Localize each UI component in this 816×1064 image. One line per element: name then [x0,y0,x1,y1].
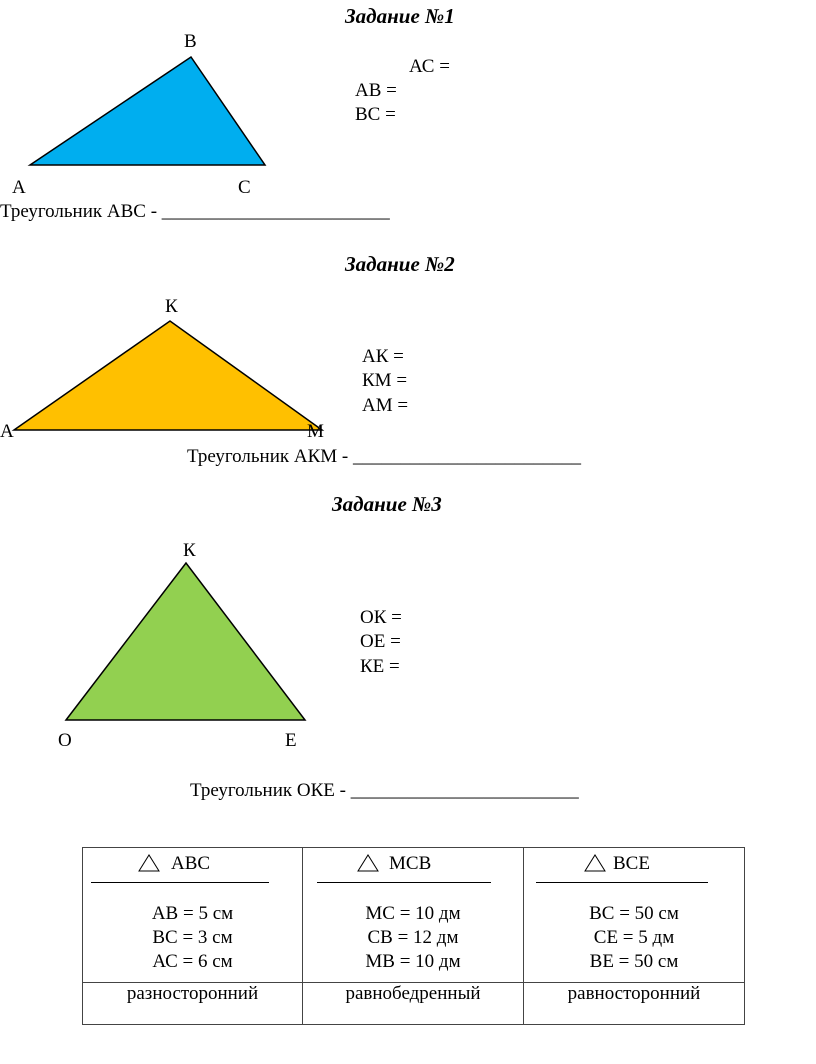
side-am-label: АМ = [362,395,409,416]
task3-title: Задание №3 [332,492,442,516]
side-value: ВС = 3 см [152,927,233,948]
vertex-label-k3: К [183,540,196,561]
triangle-type: равнобедренный [303,983,524,1025]
side-value: СВ = 12 дм [367,927,459,948]
answers-table [82,847,745,1025]
task2-title: Задание №2 [345,252,455,276]
side-ab-label: АВ = [355,80,397,101]
vertex-label-a2: А [0,421,14,442]
triangle-oke-shape [66,563,305,720]
triangle-type: равносторонний [524,983,745,1025]
underline [91,882,269,883]
triangle-type: разносторонний [83,983,303,1025]
triangle-name: АВС [171,853,211,874]
side-value: АВ = 5 см [151,903,234,924]
task3-answer-line: Треугольник ОКЕ - ________________________ [190,780,579,801]
side-oe-label: ОЕ = [360,631,401,652]
triangle-akm-shape [14,321,322,430]
side-ok-label: ОК = [360,607,402,628]
side-km-label: КМ = [362,370,408,391]
triangle-name: МСВ [389,853,432,874]
vertex-label-o: О [58,730,72,751]
side-ke-label: КЕ = [360,656,400,677]
table-row [83,983,745,1025]
side-value: МВ = 10 дм [365,951,461,972]
table-cell-abc [83,848,303,983]
triangle-icon [584,854,606,872]
side-value: ВС = 50 см [589,903,679,924]
side-ak-label: АК = [362,346,404,367]
vertex-label-a: А [12,177,26,198]
side-value: АС = 6 см [152,951,233,972]
vertex-label-k: К [165,296,178,317]
task1-answer-line: Треугольник АВС - ________________________ [0,201,390,222]
side-value: МС = 10 дм [365,903,461,924]
table-row [83,848,745,983]
side-value: ВЕ = 50 см [589,951,679,972]
triangle-icon [357,854,379,872]
underline [317,882,491,883]
triangle-abc-shape [30,57,265,165]
side-ac-label: АС = [409,56,450,77]
triangle-name: ВСЕ [613,853,650,874]
vertex-label-b: В [184,31,197,52]
vertex-label-e: Е [285,730,297,751]
table-cell-mcb [303,848,524,983]
vertex-label-m: М [307,421,324,442]
underline [536,882,708,883]
side-value: СЕ = 5 дм [593,927,675,948]
triangle-icon [138,854,160,872]
side-bc-label: ВС = [355,104,396,125]
task2-answer-line: Треугольник АКМ - ________________________ [187,446,581,467]
table-cell-bce [524,848,745,983]
task1-title: Задание №1 [345,4,455,28]
vertex-label-c: С [238,177,251,198]
